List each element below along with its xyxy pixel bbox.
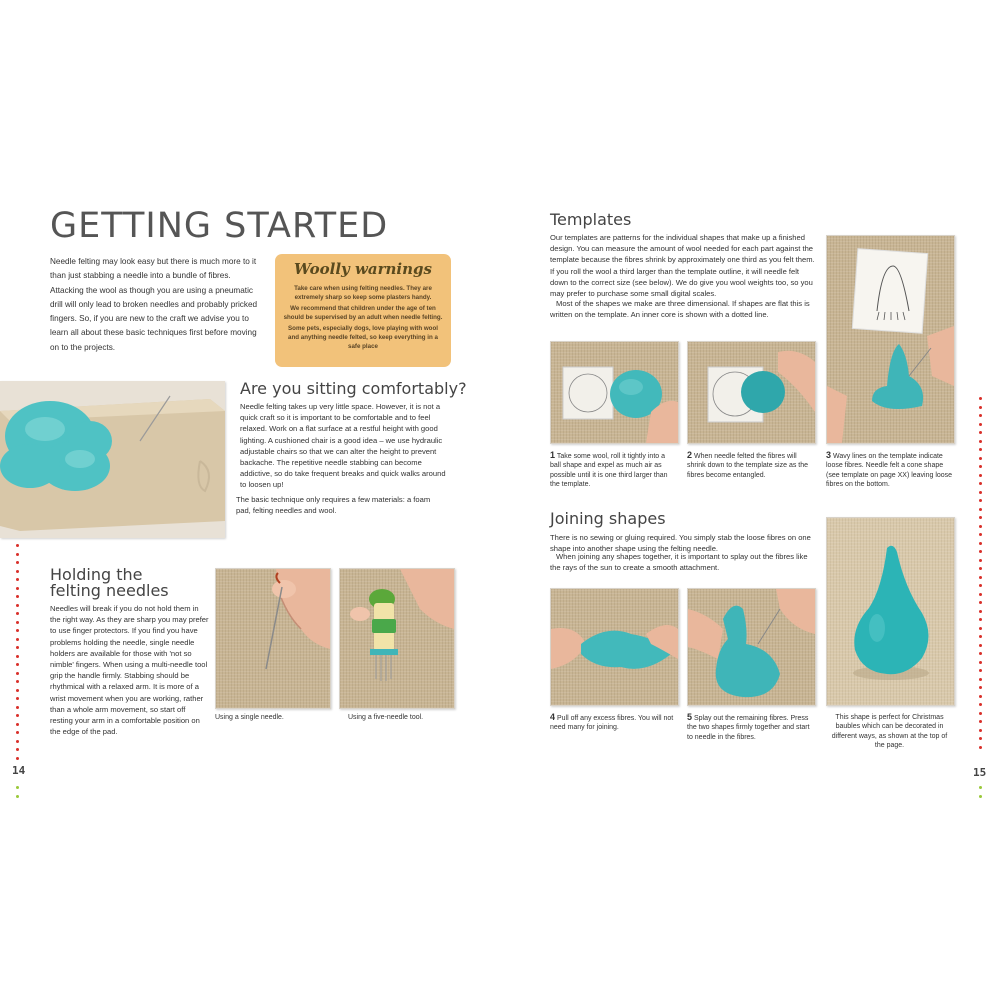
margin-dot (979, 474, 982, 477)
warning-item: Some pets, especially dogs, love playing with wool and anything needle felted, so keep everything in a safe place (288, 324, 438, 351)
five-needle-photo (339, 568, 455, 709)
margin-dot (16, 706, 19, 709)
margin-dot (979, 795, 982, 798)
margin-dot (979, 627, 982, 630)
margin-dot (979, 465, 982, 468)
pull-fibres-illustration (551, 589, 678, 705)
joining-text-1: There is no sewing or gluing required. You simply stab the loose fibres on one shape into another shape using the felting needle. (550, 533, 811, 554)
margin-dot (979, 440, 982, 443)
margin-dot (16, 604, 19, 607)
foam-pad-illustration (0, 381, 225, 538)
bauble-illustration (827, 518, 954, 705)
cone-template-photo (826, 235, 955, 444)
margin-dot (979, 695, 982, 698)
step-4-caption (550, 713, 676, 733)
margin-dot (979, 414, 982, 417)
page-number-left: 14 (12, 764, 26, 777)
margin-dot (979, 499, 982, 502)
margin-dot (16, 723, 19, 726)
step-2-caption (687, 451, 814, 480)
margin-dot (979, 567, 982, 570)
step-3-caption (826, 451, 954, 489)
warning-item: We recommend that children under the age of ten should be supervised by an adult when needle felting. (283, 304, 443, 322)
margin-dot (979, 457, 982, 460)
margin-dot (979, 431, 982, 434)
step-2-text: When needle felted the fibres will shrink down to the template size as the fibres become entangled. (687, 453, 809, 479)
margin-dot (979, 786, 982, 789)
joining-heading: Joining shapes (550, 509, 666, 528)
holding-heading-line1: Holding the (50, 565, 143, 584)
margin-dot (979, 712, 982, 715)
intro-text: Needle felting may look easy but there is much more to it than just stabbing a needle into a bundle of fibres. Attacking the wool as though you are using a pneumatic drill will only lead to broken needles and probably pricked fingers. So, if you are new to the craft we advise you to learn all about these basic techniques first before moving on to the projects. (50, 257, 258, 352)
step-5-photo (687, 588, 816, 706)
caption-single-needle: Using a single needle. (215, 714, 284, 721)
margin-dot (16, 553, 19, 556)
sitting-text: Needle felting takes up very little space. However, it is not a quick craft so it is important to be comfortable and to feel relaxed. Work on a flat surface at a restful height with good lighting. A cushioned chair is a good idea – we use hydraulic adjustable chairs so that we can alter the height to prevent backache. The repetitive needle stabbing can become addictive, so do take frequent breaks and quick walks around to loosen up! (240, 402, 446, 490)
step-4-number: 4 (550, 712, 556, 722)
margin-dot (16, 689, 19, 692)
margin-dot (979, 423, 982, 426)
right-green-dots (979, 786, 983, 803)
margin-dot (979, 550, 982, 553)
margin-dot (16, 672, 19, 675)
holding-heading-line2: felting needles (50, 581, 169, 600)
margin-dot (16, 646, 19, 649)
margin-dot (979, 610, 982, 613)
margin-dot (979, 618, 982, 621)
margin-dot (979, 397, 982, 400)
step-2-number: 2 (687, 450, 693, 460)
step-5-number: 5 (687, 712, 693, 722)
single-needle-photo (215, 568, 331, 709)
materials-text: The basic technique only requires a few materials: a foam pad, felting needles and wool. (236, 495, 431, 516)
step-4-photo (550, 588, 679, 706)
splay-fibres-illustration (688, 589, 815, 705)
templates-heading: Templates (550, 210, 632, 229)
step-1-caption (550, 451, 676, 489)
margin-dot (979, 406, 982, 409)
left-green-dots (16, 786, 20, 803)
margin-dot (979, 703, 982, 706)
margin-dot (16, 578, 19, 581)
five-needle-illustration (340, 569, 454, 708)
step-2-photo (687, 341, 816, 444)
step-1-photo (550, 341, 679, 444)
margin-dot (16, 570, 19, 573)
sitting-heading: Are you sitting comfortably? (240, 379, 467, 398)
margin-dot (979, 525, 982, 528)
step-4-text: Pull off any excess fibres. You will not need many for joining. (550, 715, 674, 732)
step-3-number: 3 (826, 450, 832, 460)
margin-dot (979, 720, 982, 723)
margin-dot (979, 576, 982, 579)
left-red-dots (16, 544, 20, 765)
woolly-warnings-box (275, 254, 451, 367)
margin-dot (979, 542, 982, 545)
margin-dot (16, 680, 19, 683)
warning-item: Take care when using felting needles. They are extremely sharp so keep some plasters handy. (294, 285, 432, 302)
right-red-dots (979, 397, 983, 754)
step-3-text: Wavy lines on the template indicate loose fibres. Needle felt a cone shape (see template on page XX) leaving loose fibres on the bottom. (826, 453, 953, 488)
margin-dot (979, 652, 982, 655)
templates-text-2: Most of the shapes we make are three dimensional. If shapes are flat this is written on the template. An inner core is shown with a dotted line. (550, 299, 810, 320)
margin-dot (16, 740, 19, 743)
final-bauble-photo (826, 517, 955, 706)
margin-dot (979, 508, 982, 511)
joining-text-2: When joining any shapes together, it is important to splay out the fibres like the rays of the sun to create a smooth attachment. (550, 552, 808, 573)
margin-dot (16, 748, 19, 751)
step-1-text: Take some wool, roll it tightly into a ball shape and expel as much air as possible until it is one third larger than the template. (550, 453, 668, 488)
margin-dot (979, 678, 982, 681)
margin-dot (16, 697, 19, 700)
templates-text-1: Our templates are patterns for the individual shapes that make up a finished design. You can measure the amount of wool needed for each part against the template because the fibres shrink by approximately one third as you felt them. If you roll the wool a third larger than the template outline, it will needle felt down to the correct size (see below). We do give you wool weights too, so you may prefer to purchase some small digital scales. (550, 233, 815, 299)
margin-dot (979, 584, 982, 587)
margin-dot (16, 612, 19, 615)
page-title: GETTING STARTED (50, 206, 389, 246)
wool-ball-illustration (551, 342, 678, 443)
margin-dot (979, 635, 982, 638)
margin-dot (16, 731, 19, 734)
margin-dot (16, 795, 19, 798)
margin-dot (979, 482, 982, 485)
margin-dot (16, 786, 19, 789)
margin-dot (979, 661, 982, 664)
warnings-title: Woolly warnings (294, 260, 432, 278)
margin-dot (16, 587, 19, 590)
foam-pad-photo (0, 381, 225, 538)
step-5-caption (687, 713, 815, 742)
margin-dot (16, 595, 19, 598)
warnings-list (283, 284, 443, 353)
margin-dot (16, 561, 19, 564)
margin-dot (16, 638, 19, 641)
margin-dot (16, 629, 19, 632)
margin-dot (979, 448, 982, 451)
margin-dot (16, 544, 19, 547)
felted-ball-illustration (688, 342, 815, 443)
margin-dot (979, 737, 982, 740)
caption-five-needle: Using a five-needle tool. (348, 714, 424, 721)
margin-dot (979, 601, 982, 604)
margin-dot (979, 644, 982, 647)
margin-dot (979, 729, 982, 732)
margin-dot (979, 686, 982, 689)
margin-dot (16, 757, 19, 760)
single-needle-illustration (216, 569, 330, 708)
holding-text: Needles will break if you do not hold them in the right way. As they are sharp you may prefer to use finger protectors. If you find you have problems holding the needle, single needle holders are available for those with 'not so nimble' fingers. When using a multi-needle tool grip the handle firmly. Stabbing should be rhythmical with a relaxed arm. It is more of a wrist movement when you are working, rather than a whole arm movement, so start off resting your arm in a comfortable position on the edge of the pad. (50, 604, 209, 737)
final-caption: This shape is perfect for Christmas baubles which can be decorated in different ways, as shown at the top of the page. (831, 714, 948, 749)
margin-dot (979, 593, 982, 596)
page-number-right: 15 (973, 766, 987, 779)
margin-dot (979, 669, 982, 672)
margin-dot (16, 621, 19, 624)
margin-dot (979, 746, 982, 749)
margin-dot (16, 663, 19, 666)
margin-dot (979, 533, 982, 536)
margin-dot (16, 714, 19, 717)
margin-dot (16, 655, 19, 658)
cone-template-illustration (827, 236, 954, 443)
step-5-text: Splay out the remaining fibres. Press the two shapes firmly together and start to needle in the fibres. (687, 715, 810, 741)
step-1-number: 1 (550, 450, 556, 460)
margin-dot (979, 491, 982, 494)
margin-dot (979, 559, 982, 562)
margin-dot (979, 516, 982, 519)
